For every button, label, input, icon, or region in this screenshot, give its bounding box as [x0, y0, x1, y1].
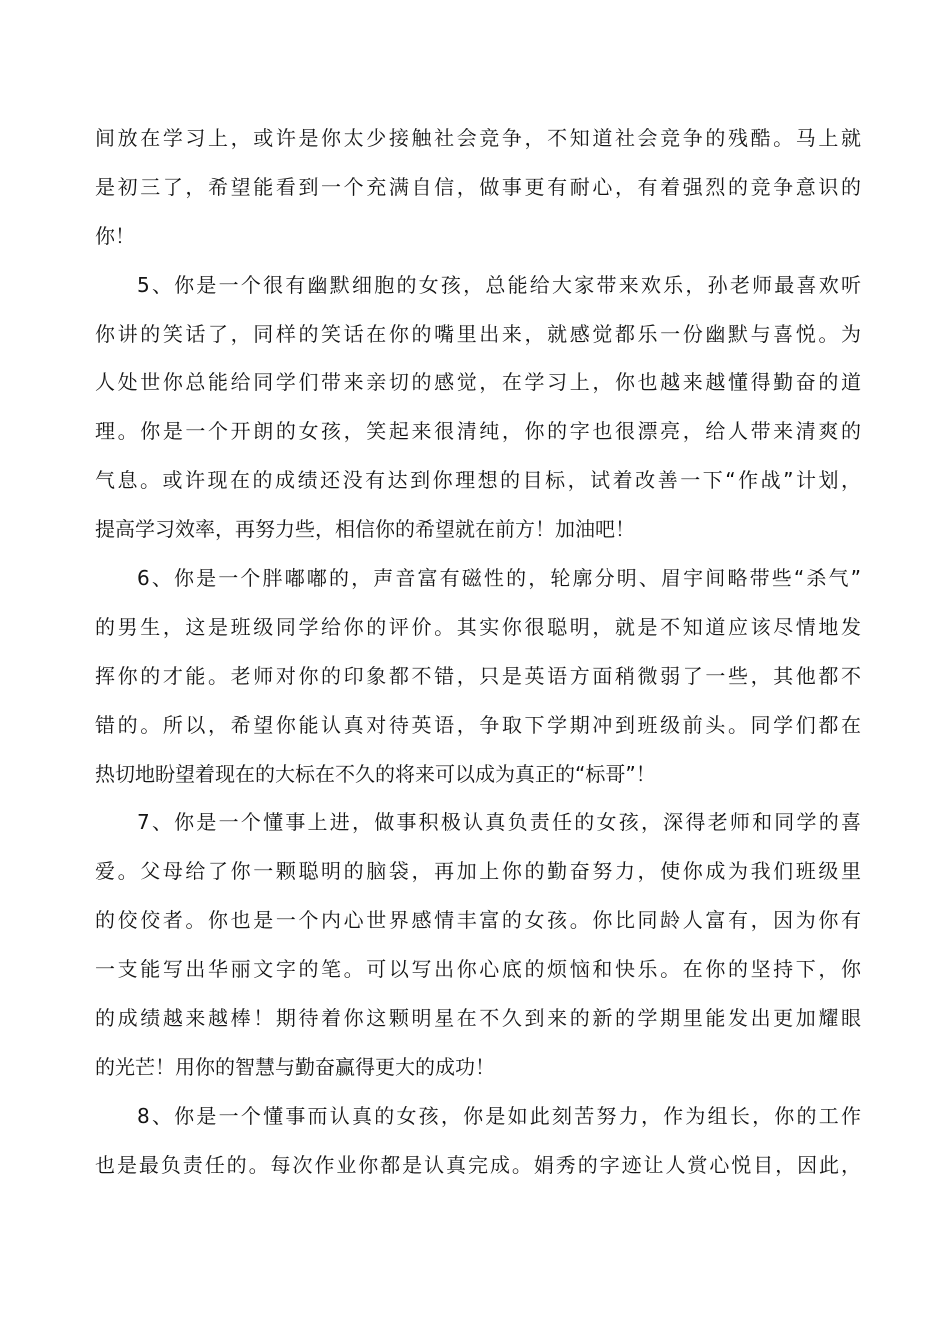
- text-line: 一支能写出华丽文字的笔。可以写出你心底的烦恼和快乐。在你的坚持下，你: [95, 957, 861, 982]
- text-line: 的男生，这是班级同学给你的评价。其实你很聪明，就是不知道应该尽情地发: [95, 614, 861, 639]
- paragraph-comment-7: [95, 798, 861, 1091]
- text-line: 错的。所以，希望你能认真对待英语，争取下学期冲到班级前头。同学们都在: [95, 712, 861, 737]
- text-line: 6、你是一个胖嘟嘟的，声音富有磁性的，轮廓分明、眉宇间略带些“杀气”: [137, 566, 861, 591]
- text-line: 你！: [95, 223, 135, 248]
- text-line: 是初三了，希望能看到一个充满自信，做事更有耐心，有着强烈的竞争意识的: [95, 174, 861, 199]
- text-line: 爱。父母给了你一颗聪明的脑袋，再加上你的勤奋努力，使你成为我们班级里: [95, 859, 861, 884]
- paragraph-comment-5: [95, 261, 861, 554]
- text-line: 的成绩越来越棒！期待着你这颗明星在不久到来的新的学期里能发出更加耀眼: [95, 1006, 861, 1031]
- document-body: [95, 114, 861, 1190]
- paragraph-comment-8: [95, 1092, 861, 1190]
- text-line: 8、你是一个懂事而认真的女孩，你是如此刻苦努力，作为组长，你的工作: [137, 1103, 861, 1128]
- text-line: 挥你的才能。老师对你的印象都不错，只是英语方面稍微弱了一些，其他都不: [95, 663, 861, 688]
- text-line: 理。你是一个开朗的女孩，笑起来很清纯，你的字也很漂亮，给人带来清爽的: [95, 419, 861, 444]
- text-line: 你讲的笑话了，同样的笑话在你的嘴里出来，就感觉都乐一份幽默与喜悦。为: [95, 321, 861, 346]
- text-line: 的佼佼者。你也是一个内心世界感情丰富的女孩。你比同龄人富有，因为你有: [95, 908, 861, 933]
- text-line: 5、你是一个很有幽默细胞的女孩，总能给大家带来欢乐，孙老师最喜欢听: [137, 272, 861, 297]
- text-line: 气息。或许现在的成绩还没有达到你理想的目标，试着改善一下“作战”计划，: [95, 468, 861, 493]
- text-line: 间放在学习上，或许是你太少接触社会竞争，不知道社会竞争的残酷。马上就: [95, 126, 861, 150]
- text-line: 的光芒！用你的智慧与勤奋赢得更大的成功！: [95, 1054, 495, 1079]
- text-line: 提高学习效率，再努力些，相信你的希望就在前方！加油吧！: [95, 517, 635, 542]
- paragraph-continuation: [95, 114, 861, 261]
- text-line: 7、你是一个懂事上进，做事积极认真负责任的女孩，深得老师和同学的喜: [137, 810, 861, 835]
- text-line: 热切地盼望着现在的大标在不久的将来可以成为真正的“标哥”！: [95, 761, 656, 786]
- paragraph-comment-6: [95, 554, 861, 798]
- text-line: 也是最负责任的。每次作业你都是认真完成。娟秀的字迹让人赏心悦目，因此，: [95, 1152, 861, 1177]
- text-line: 人处世你总能给同学们带来亲切的感觉，在学习上，你也越来越懂得勤奋的道: [95, 370, 861, 395]
